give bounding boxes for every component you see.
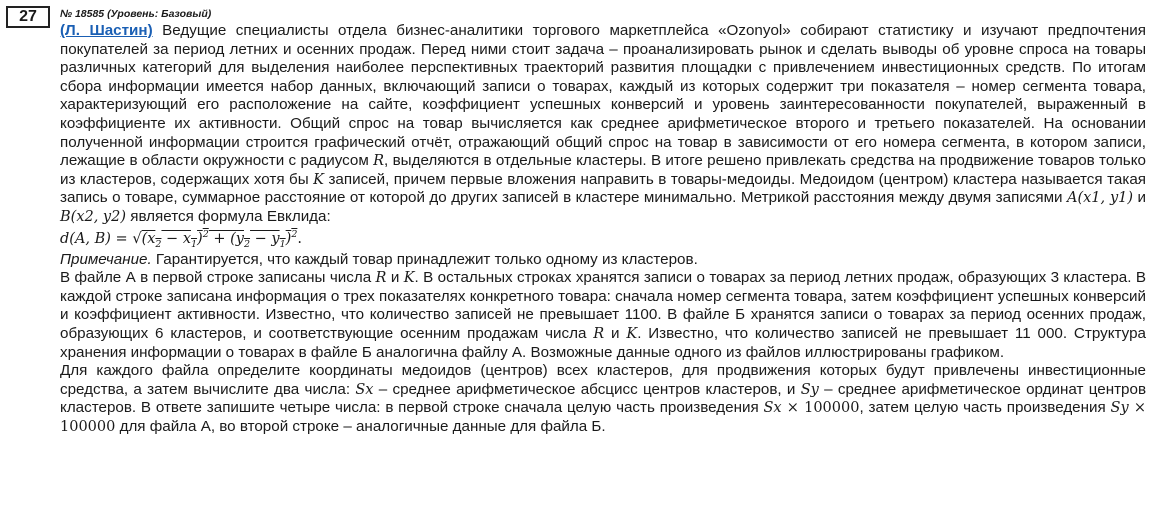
paragraph-files: В файле А в первой строке записаны числа R и K. В остальных строках хранятся записи о товарах за период летних продаж, образующих 3 кластера. В каждой строке записана информация о трех показателях конкретного товара: сначала номер сегмента товара, затем коэффициент успешных конверсий и коэффициент активности. Известно, что количество записей не превышает 1100. В файле Б хранятся записи о товарах за период осенних продаж, образующих 6 кластеров, и соответствующие осенним продажам числа R и K. Известно, что количество записей не превышает 11 000. Структура хранения информации о товарах в файле Б аналогична файлу А. Возможные данные одного из файлов иллюстрированы графиком. bbox=[60, 269, 1146, 361]
paragraph-note: Примечание. Гарантируется, что каждый товар принадлежит только одному из кластеров. bbox=[60, 250, 698, 268]
task-number-badge: 27 bbox=[6, 6, 50, 28]
paragraph-intro: (Л. Шастин) Ведущие специалисты отдела бизнес-аналитики торгового маркетплейса «Ozonyol» собирают статистику и изучают предпочтения покупателей за период летних и осенних продаж. Перед ними стоит задача – проанализировать рынок и сделать выводы об уровне спроса на товары различных категорий для выделения наиболее перспективных траекторий развития площадки с привлечением инвестиционных средств. По итогам сбора информации имеется набор данных, включающий записи о товарах, каждый из которых содержит три показателя – номер сегмента товара, характеризующий его расположение на сайте, коэффициент успешных конверсий и уровень заинтересованности покупателей, выраженный в коэффициенте их активности. Общий спрос на товар вычисляется как среднее арифметическое второго и третьего показателей. На основании полученной информации строится графический отчёт, отражающий общий спрос на товар в зависимости от его номера сегмента, в котором записи, лежащие в области окружности с радиусом R, выделяются в отдельные кластеры. В итоге решено привлекать средства на продвижение товаров только из кластеров, содержащих хотя бы K записей, причем первые вложения направить в товары-медоиды. Медоидом (центром) кластера называется такая запись о товаре, суммарное расстояние от которой до других записей в кластере минимально. Метрикой расстояния между двумя записями A(x1, y1) и B(x2, y2) является формула Евклида: bbox=[60, 22, 1146, 225]
author-link[interactable]: (Л. Шастин) bbox=[60, 22, 153, 39]
task-meta: № 18585 (Уровень: Базовый) bbox=[60, 8, 212, 20]
paragraph-task: Для каждого файла определите координаты медоидов (центров) всех кластеров, для продвижения которых будут привлечены инвестиционные средства, а затем вычислите два числа: Sx – среднее арифметическое абсцисс центров кластеров, и Sy – среднее арифметическое ординат центров кластеров. В ответе запишите четыре числа: в первой строке сначала целую часть произведения Sx × 100000, затем целую часть произведения Sy × 100000 для файла А, во второй строке – аналогичные данные для файла Б. bbox=[60, 362, 1147, 435]
task-text bbox=[60, 7, 1146, 436]
euclid-formula: d(A, $B) = √(x_2 - x_1)^2 + (y_2 - y_1)^2$. bbox=[60, 228, 302, 250]
